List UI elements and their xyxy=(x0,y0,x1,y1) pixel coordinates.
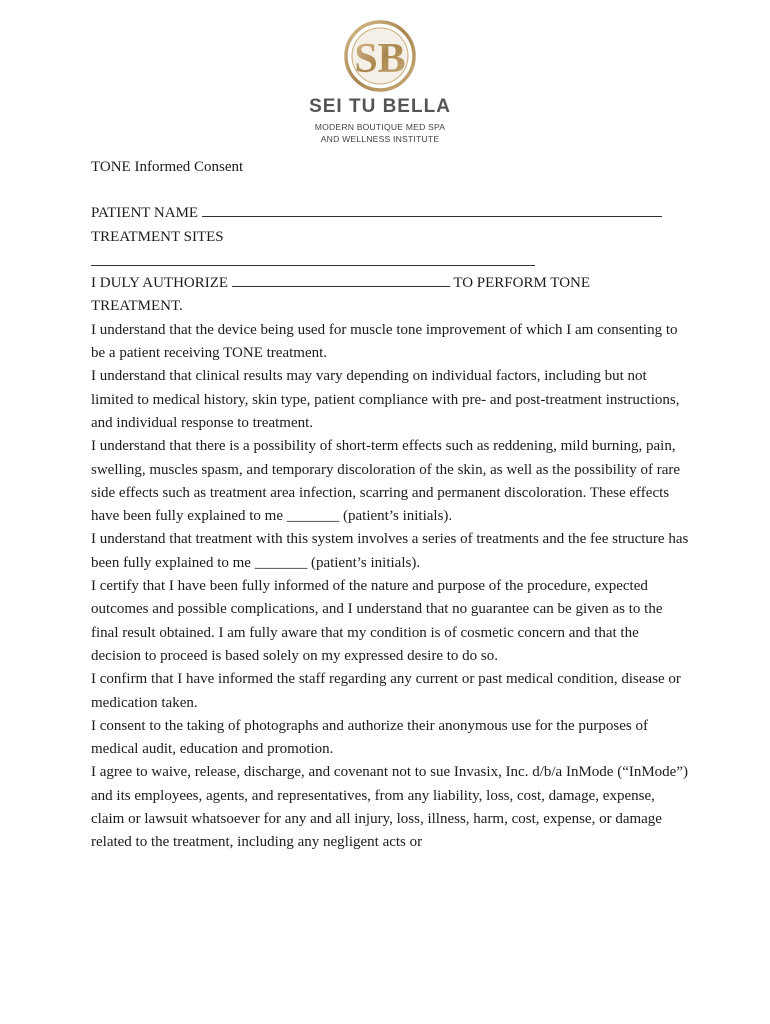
document-title: TONE Informed Consent xyxy=(91,159,244,175)
treatment-sites-row xyxy=(91,249,691,272)
consent-paragraph: I consent to the taking of photographs and authorize their anonymous use for the purposes of medical audit, education and promotion. xyxy=(91,717,648,758)
treatment-sites-field[interactable] xyxy=(91,251,535,266)
monogram-logo-icon xyxy=(338,18,422,96)
consent-paragraph: I understand that clinical results may vary depending on individual factors, including but not limited to medical history, skin type, patient compliance with pre- and post-treatment instructions, and individual response to treatment. xyxy=(91,368,680,431)
authorize-suffix: TO PERFORM TONE xyxy=(453,275,591,292)
monogram-text: SB xyxy=(354,36,406,82)
consent-paragraph: I confirm that I have informed the staff regarding any current or past medical condition, disease or medication taken. xyxy=(91,671,681,711)
brand-tagline-line1: MODERN BOUTIQUE MED SPA xyxy=(314,122,446,132)
consent-paragraph: I certify that I have been fully informed of the nature and purpose of the procedure, expected outcomes and possible complications, and I understand that no guarantee can be given as to the final result obtained. I am fully aware that my condition is of cosmetic concern and that the decision to proceed is based solely on my expressed desire to do so. xyxy=(91,578,663,664)
consent-paragraph: I understand that there is a possibility of short-term effects such as reddening, mild burning, pain, swelling, muscles spasm, and temporary discoloration of the skin, as well as the possibility of rare side effects such as treatment area infection, scarring and permanent discoloration. These effects have been fully explained to me _______ (patient’s initials). xyxy=(91,438,681,525)
treatment-sites-label: TREATMENT SITES xyxy=(91,228,224,245)
brand-name: SEI TU BELLA xyxy=(309,96,451,117)
brand-logo xyxy=(300,18,460,148)
brand-tagline-line2: AND WELLNESS INSTITUTE xyxy=(320,134,440,144)
authorized-provider-field[interactable] xyxy=(232,272,450,287)
patient-name-label: PATIENT NAME xyxy=(91,205,199,222)
authorize-line2: TREATMENT. xyxy=(91,298,183,315)
consent-document xyxy=(91,156,691,855)
consent-paragraph: I understand that the device being used for muscle tone improvement of which I am consenting to be a patient receiving TONE treatment. xyxy=(91,321,678,362)
authorize-row xyxy=(91,272,691,295)
consent-paragraph: I understand that treatment with this system involves a series of treatments and the fee structure has been fully explained to me _______ (patient’s initials). xyxy=(91,531,689,571)
authorize-prefix: I DULY AUTHORIZE xyxy=(91,275,229,292)
consent-paragraph: I agree to waive, release, discharge, and covenant not to sue Invasix, Inc. d/b/a InMode (“InMode”) and its employees, agents, and representatives, from any liability, loss, cost, damage, expense, claim or lawsuit whatsoever for any and all injury, loss, illness, harm, cost, expense, or damage related to the treatment, including any negligent acts or xyxy=(91,764,688,851)
patient-name-row xyxy=(91,202,691,225)
patient-name-field[interactable] xyxy=(202,202,662,217)
